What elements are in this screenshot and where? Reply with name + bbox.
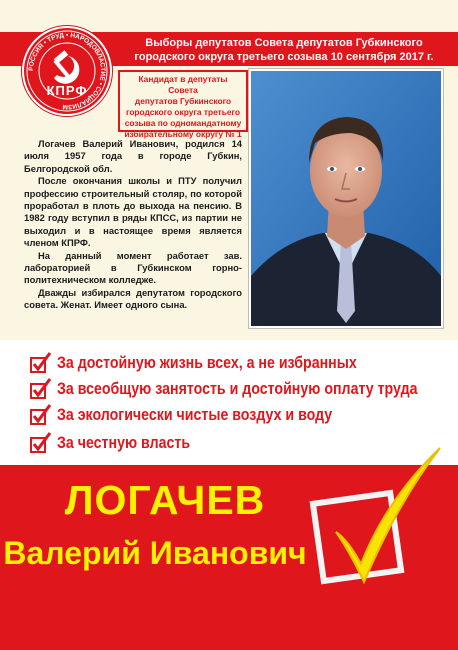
candidate-first-middle-name: Валерий Иванович bbox=[3, 535, 307, 571]
candidate-line: избирательному округу № 1 bbox=[124, 129, 242, 139]
slogan-text: За честную власть bbox=[57, 434, 191, 452]
election-header-line-2: городского округа третьего созыва 10 сентября 2017 г. bbox=[134, 51, 434, 63]
slogan-text: За всеобщую занятость и достойную оплату труда bbox=[57, 380, 418, 398]
candidate-line: Кандидат в депутаты Совета bbox=[138, 74, 228, 95]
election-header-line-1: Выборы депутатов Совета депутатов Губкинского bbox=[145, 37, 423, 49]
kprf-logo bbox=[22, 26, 112, 116]
candidate-line: депутатов Губкинского bbox=[134, 96, 232, 106]
election-header bbox=[118, 36, 450, 64]
hammer-sickle-icon bbox=[24, 28, 110, 114]
bio-paragraph: После окончания школы и ПТУ получил профессию строительный столяр, по которой проработал в плоть до выхода на пенсию. В 1982 году вступил в ряды КПСС, из партии не выходил и в настоящее время является членом КПРФ. bbox=[24, 175, 242, 249]
checkbox-check-icon bbox=[30, 352, 52, 374]
candidate-photo bbox=[249, 69, 443, 328]
logo-label: КПРФ bbox=[46, 83, 88, 98]
candidate-bio bbox=[24, 138, 242, 312]
candidate-box bbox=[118, 70, 248, 139]
bio-paragraph: Логачев Валерий Иванович, родился 14 июля 1957 года в городе Губкин, Белгородской обл. bbox=[24, 138, 242, 174]
candidate-text bbox=[120, 72, 246, 142]
candidate-line: созыва по одномандатному bbox=[124, 118, 242, 128]
logo-ring-text: РОССИЯ • ТРУД • НАРОДОВЛАСТИЕ • СОЦИАЛИЗМ bbox=[27, 31, 107, 111]
bio-paragraph: Дважды избирался депутатом городского совета. Женат. Имеет одного сына. bbox=[24, 286, 242, 311]
ballot-check-icon bbox=[306, 440, 446, 600]
bio-paragraph: На данный момент работает зав. лабораторией в Губкинском горно-политехническом колледже. bbox=[24, 249, 242, 286]
checkbox-check-icon bbox=[30, 432, 52, 454]
candidate-line: городского округа третьего bbox=[125, 107, 241, 117]
svg-text:РОССИЯ • ТРУД • НАРОДОВЛАСТИЕ bbox=[28, 32, 106, 110]
candidate-last-name: ЛОГАЧЕВ bbox=[64, 477, 266, 523]
slogan-text: За экологически чистые воздух и воду bbox=[57, 406, 333, 424]
checkbox-check-icon bbox=[30, 378, 52, 400]
checkbox-check-icon bbox=[30, 404, 52, 426]
slogan-text: За достойную жизнь всех, а не избранных bbox=[57, 354, 357, 372]
